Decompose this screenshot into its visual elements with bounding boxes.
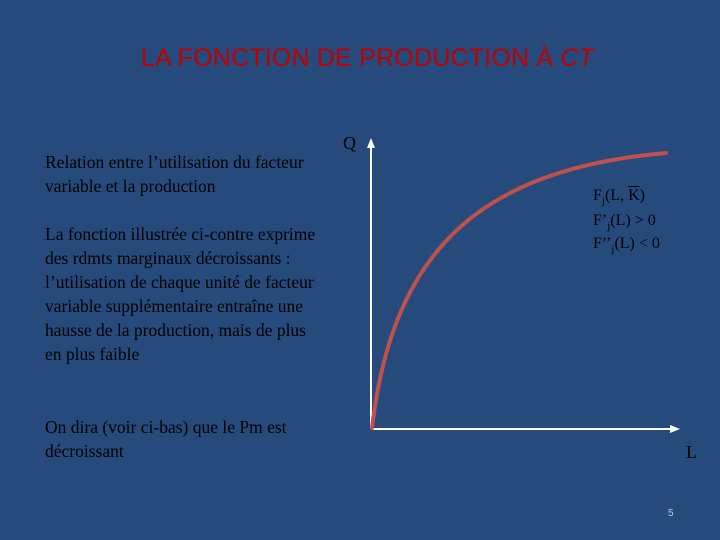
x-axis-label: L [686,442,697,462]
slide-title-main: LA FONCTION DE PRODUCTION À [140,44,561,72]
function-label: $F_j(L$, $\overline{K}$) [593,187,645,208]
y-axis-arrow [367,138,375,148]
page-number: 5 [668,508,674,519]
y-axis-label: Q [343,133,356,153]
slide-title-italic: CT [560,44,595,72]
second-derivative-label: $F’’_j(L) < 0$ [593,235,660,256]
text-relation: Relation entre l’utilisation du facteur variable et la production [45,152,304,196]
x-axis-arrow [670,425,680,433]
text-conclusion: On dira (voir ci-bas) que le Pm est décroissant [45,417,287,461]
text-explanation: La fonction illustrée ci-contre exprime des rdmts marginaux décroissants : l’utilisation de chaque unité de facteur variable supplémentaire entraîne une hausse de la production, mais de plus en plus faible [45,224,316,364]
first-derivative-label: $F’_j(L) > 0$ [593,212,656,233]
